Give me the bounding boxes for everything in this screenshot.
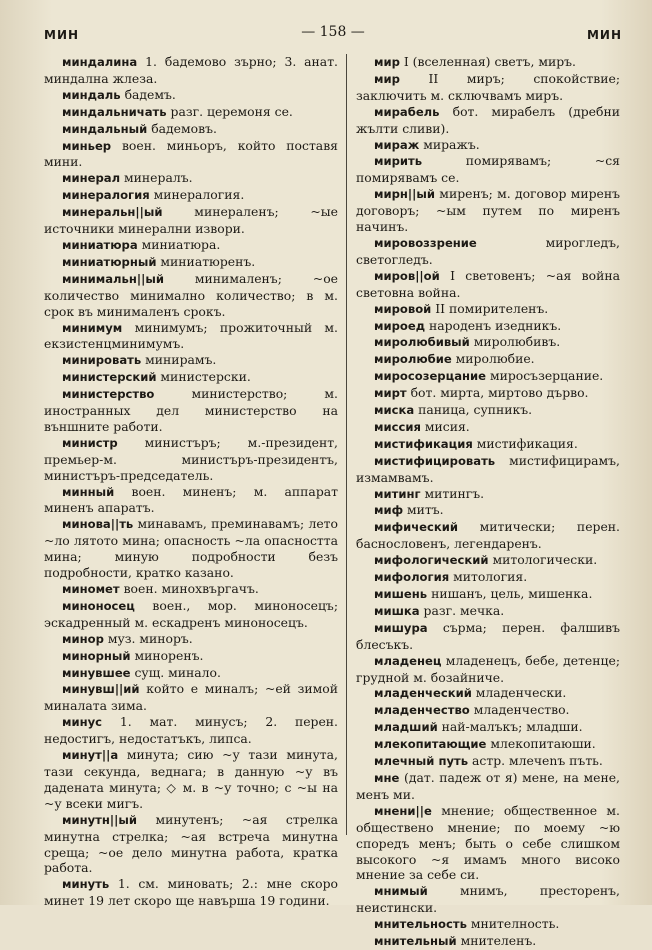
headword: минувшее — [62, 665, 131, 680]
definition: минимумъ; прожиточный м. екзистенцминимумъ. — [44, 319, 338, 352]
dictionary-entry — [356, 486, 620, 503]
dictionary-entry — [44, 876, 338, 909]
dictionary-entry — [356, 453, 620, 486]
headword: миниатюра — [62, 237, 138, 252]
definition: министерство; м. иностранных дел министерство на външните работи. — [44, 386, 338, 434]
dictionary-entry — [356, 736, 620, 753]
right-column — [356, 54, 620, 949]
definition: мнение; общественное м. обществено мнение; по моему ~ю споредъ менъ; быть о себе слишком высокого ~я имамъ много високо мнение за себе си. — [356, 802, 620, 883]
dictionary-entry — [356, 685, 620, 702]
dictionary-entry — [356, 702, 620, 719]
dictionary-entry — [44, 516, 338, 581]
dictionary-entry — [44, 435, 338, 484]
definition: разг. церемоня се. — [166, 103, 293, 119]
headword: миномет — [62, 582, 120, 596]
dictionary-entry — [44, 170, 338, 187]
dictionary-entry — [44, 369, 338, 386]
headword: минимальн||ый — [62, 271, 164, 286]
headword: мишка — [374, 603, 420, 618]
headword: миндалина — [62, 55, 138, 69]
definition: 1. бадемово зърно; 3. анат. миндална жлеза. — [44, 54, 338, 86]
dictionary-entry — [44, 714, 338, 747]
headword: министр — [62, 435, 118, 450]
dictionary-entry — [356, 368, 620, 385]
headword: министерство — [62, 387, 155, 402]
headword: минут||а — [62, 748, 119, 763]
definition: нишанъ, цель, мишенка. — [427, 586, 593, 601]
dictionary-entry — [356, 770, 620, 803]
headword: минова||ть — [62, 517, 134, 532]
running-head-left: МИН — [44, 28, 80, 42]
headword: мишура — [374, 620, 428, 635]
column-divider — [346, 54, 347, 835]
definition: митъ. — [403, 502, 444, 518]
definition: минирамъ. — [141, 352, 217, 368]
dictionary-entry — [356, 351, 620, 368]
definition: астр. млечenъ пъть. — [468, 753, 603, 769]
definition: минутенъ; ~ая стрелка минутна стрелка; ~ая встреча минутна среща; ~ое дело минутна работа, кратка работа. — [44, 811, 338, 876]
headword: млекопитающие — [374, 737, 487, 752]
headword: мнени||е — [374, 803, 432, 818]
columns — [44, 54, 622, 949]
headword: миндальничать — [62, 104, 167, 119]
headword: мистификация — [374, 436, 473, 451]
headword: миниатюрный — [62, 254, 157, 269]
dictionary-entry — [356, 153, 620, 186]
definition: митически; перен. баснословенъ, легендаренъ. — [356, 519, 620, 552]
headword: миндаль — [62, 87, 121, 102]
headword: министерский — [62, 370, 157, 385]
definition: който е миналъ; ~ей зимой миналата зима. — [44, 681, 338, 714]
headword: миньер — [62, 138, 112, 153]
definition: миноренъ. — [130, 647, 204, 663]
definition: мисия. — [420, 418, 470, 434]
headword: миндальный — [62, 121, 148, 136]
dictionary-entry — [356, 71, 620, 104]
page-number: — 158 — — [301, 24, 365, 40]
headword: миров||ой — [374, 268, 440, 283]
dictionary-entry — [44, 271, 338, 320]
dictionary-entry — [44, 648, 338, 665]
definition: миросъзерцание. — [486, 368, 604, 384]
definition: миражъ. — [419, 136, 480, 152]
headword: мифологический — [374, 553, 489, 568]
dictionary-entry — [356, 569, 620, 586]
definition: воен., мор. миноносецъ; эскадренный м. ескадренъ миноносецъ. — [44, 597, 338, 630]
dictionary-entry — [356, 883, 620, 916]
headword: минутн||ый — [62, 812, 137, 827]
definition: миниатюренъ. — [156, 253, 256, 269]
headword: миска — [374, 403, 415, 418]
headword: мифический — [374, 520, 459, 535]
definition: бот. мирабелъ (дребни жълти сливи). — [356, 103, 620, 136]
dictionary-entry — [44, 681, 338, 714]
dictionary-entry — [356, 502, 620, 519]
dictionary-entry — [44, 581, 338, 598]
dictionary-entry — [44, 352, 338, 369]
headword: младенческий — [374, 686, 472, 701]
definition: министъръ; м.-президент, премьер-м. министъръ-президентъ, министъръ-председатель. — [44, 434, 338, 483]
dictionary-entry — [356, 719, 620, 736]
headword: мирабель — [374, 104, 440, 119]
definition: митология. — [449, 569, 528, 585]
definition: бот. мирта, миртово дърво. — [406, 385, 589, 401]
definition: министерски. — [156, 369, 251, 385]
definition: бадемовъ. — [147, 120, 217, 136]
dictionary-entry — [44, 812, 338, 877]
dictionary-entry — [356, 653, 620, 686]
headword: мне — [374, 770, 400, 785]
headword: минный — [62, 484, 115, 499]
dictionary-entry — [356, 419, 620, 436]
dictionary-entry — [44, 598, 338, 631]
dictionary-entry — [356, 620, 620, 653]
dictionary-entry — [44, 484, 338, 517]
definition: муз. миноръ. — [103, 630, 193, 646]
definition: миролюбивъ. — [469, 334, 561, 350]
dictionary-entry — [44, 87, 338, 104]
dictionary-entry — [44, 665, 338, 682]
dictionary-entry — [356, 268, 620, 301]
definition: мнимъ, престоренъ, неистински. — [356, 883, 620, 916]
definition: бадемъ. — [120, 86, 176, 102]
dictionary-entry — [356, 137, 620, 154]
definition: воен. минохвъргачъ. — [119, 581, 259, 596]
dictionary-entry — [356, 603, 620, 620]
dictionary-entry — [356, 385, 620, 402]
definition: воен. миньоръ, който поставя мини. — [44, 137, 338, 170]
definition: минералъ. — [120, 170, 193, 186]
page-header — [44, 24, 622, 46]
dictionary-entry — [44, 320, 338, 353]
headword: мировоззрение — [374, 235, 477, 250]
dictionary-entry — [44, 747, 338, 812]
headword: мир — [374, 55, 400, 69]
dictionary-entry — [356, 552, 620, 569]
dictionary-entry — [356, 54, 620, 71]
headword: младенец — [374, 653, 442, 668]
dictionary-entry — [356, 186, 620, 235]
headword: минорный — [62, 648, 131, 663]
dictionary-entry — [356, 916, 620, 933]
definition: най-малъкъ; младши. — [437, 719, 583, 735]
definition: млекопитаюши. — [486, 736, 596, 752]
headword: мирн||ый — [374, 187, 435, 202]
dictionary-entry — [44, 254, 338, 271]
headword: миролюбивый — [374, 335, 470, 350]
definition: митингъ. — [420, 485, 485, 501]
headword: мифология — [374, 570, 450, 585]
headword: мнительный — [374, 934, 457, 949]
definition: (дат. падеж от я) мене, на мене, менъ ми. — [356, 769, 620, 802]
dictionary-entry — [356, 436, 620, 453]
definition: митологически. — [488, 552, 598, 568]
dictionary-entry — [44, 204, 338, 237]
headword: мировой — [374, 301, 432, 316]
dictionary-entry — [44, 104, 338, 121]
definition: минута; сию ~у тази минута, тази секунда, веднага; в данную ~у въ дадената минута; ◇ м. в ~у точно; с ~ы на ~у всеки мигъ. — [44, 747, 338, 811]
definition: младенецъ, бебе, детенце; грудной м. бозайниче. — [356, 652, 620, 685]
headword: мишень — [374, 587, 428, 601]
headword: минимум — [62, 320, 123, 335]
definition: паница, супникъ. — [414, 402, 533, 418]
definition: помирявамъ; ~ся помирявамъ се. — [356, 153, 620, 186]
dictionary-entry — [356, 318, 620, 335]
dictionary-entry — [356, 235, 620, 268]
headword: митинг — [374, 486, 421, 501]
definition: миниатюра. — [137, 236, 221, 252]
definition: минималенъ; ~ое количество минимално количество; в м. срок въ минималенъ срокъ. — [44, 270, 338, 319]
dictionary-entry — [356, 753, 620, 770]
dictionary-entry — [44, 631, 338, 648]
dictionary-entry — [356, 104, 620, 137]
definition: воен. миненъ; м. аппарат миненъ апаратъ. — [44, 483, 338, 516]
headword: миссия — [374, 419, 421, 434]
headword: миросозерцание — [374, 369, 487, 384]
definition: минавамъ, преминавамъ; лето ~ло лятото мина; опасность ~ла опасността мина; миную подробности безъ подробности, кратко казано. — [44, 516, 338, 581]
definition: сущ. минало. — [130, 664, 221, 680]
headword: младенчество — [374, 703, 470, 718]
dictionary-entry — [44, 187, 338, 204]
headword: миролюбие — [374, 352, 452, 367]
headword: мистифицировать — [374, 453, 496, 468]
definition: II миръ; спокойствие; заключить м. сключвамъ миръ. — [356, 70, 620, 103]
headword: мироед — [374, 318, 426, 333]
definition: мистифицирамъ, измамвамъ. — [356, 452, 620, 485]
headword: мнительность — [374, 917, 467, 932]
definition: младенчески. — [471, 685, 567, 701]
definition: минераленъ; ~ые источники минерални извори. — [44, 204, 338, 237]
dictionary-entry — [356, 803, 620, 884]
definition: мироглeдъ, светогледъ. — [356, 234, 620, 267]
headword: миф — [374, 503, 404, 518]
running-head-right: МИН — [586, 28, 622, 42]
definition: сърма; перен. фалшивъ блесъкъ. — [356, 619, 620, 652]
headword: мирт — [374, 386, 407, 401]
dictionary-entry — [356, 402, 620, 419]
headword: минор — [62, 631, 104, 646]
dictionary-entry — [44, 386, 338, 435]
definition: народенъ изедникъ. — [425, 317, 562, 333]
dictionary-entry — [356, 301, 620, 318]
definition: миролюбие. — [451, 351, 535, 367]
definition: 1. см. миновать; 2.: мне скоро минет 19 лет скоро ще навърша 19 години. — [44, 876, 338, 909]
definition: I световенъ; ~ая война световна война. — [356, 267, 620, 300]
definition: II помирителенъ. — [431, 300, 549, 316]
headword: младший — [374, 720, 438, 735]
left-column — [44, 54, 338, 909]
headword: миноносец — [62, 598, 135, 613]
headword: мираж — [374, 137, 420, 152]
headword: минувш||ий — [62, 682, 140, 697]
definition: младенчество. — [469, 702, 570, 718]
headword: минуть — [62, 877, 110, 892]
dictionary-entry — [44, 237, 338, 254]
dictionary-entry — [44, 121, 338, 138]
definition: мнителенъ. — [456, 933, 537, 949]
dictionary-entry — [356, 933, 620, 950]
definition: 1. мат. минусъ; 2. перен. недостигъ, недостатъкъ, липса. — [44, 714, 338, 747]
dictionary-entry — [356, 519, 620, 552]
headword: минировать — [62, 353, 142, 368]
dictionary-entry — [356, 334, 620, 351]
headword: минеральн||ый — [62, 205, 163, 220]
headword: мирить — [374, 154, 423, 169]
definition: минералогия. — [149, 187, 245, 203]
headword: млечный путь — [374, 754, 469, 769]
definition: разг. мечка. — [419, 602, 505, 618]
dictionary-entry — [44, 54, 338, 87]
definition: мистификация. — [472, 435, 578, 451]
headword: минералогия — [62, 188, 150, 203]
dictionary-entry — [356, 586, 620, 603]
headword: минус — [62, 715, 103, 730]
headword: мир — [374, 71, 400, 86]
definition: I (вселенная) светъ, миръ. — [399, 54, 576, 69]
definition: миренъ; м. договор миренъ договоръ; ~ым путем по миренъ начинъ. — [356, 186, 620, 235]
headword: минерал — [62, 171, 121, 186]
headword: мнимый — [374, 884, 428, 899]
definition: мнителность. — [466, 916, 560, 932]
dictionary-entry — [44, 138, 338, 171]
